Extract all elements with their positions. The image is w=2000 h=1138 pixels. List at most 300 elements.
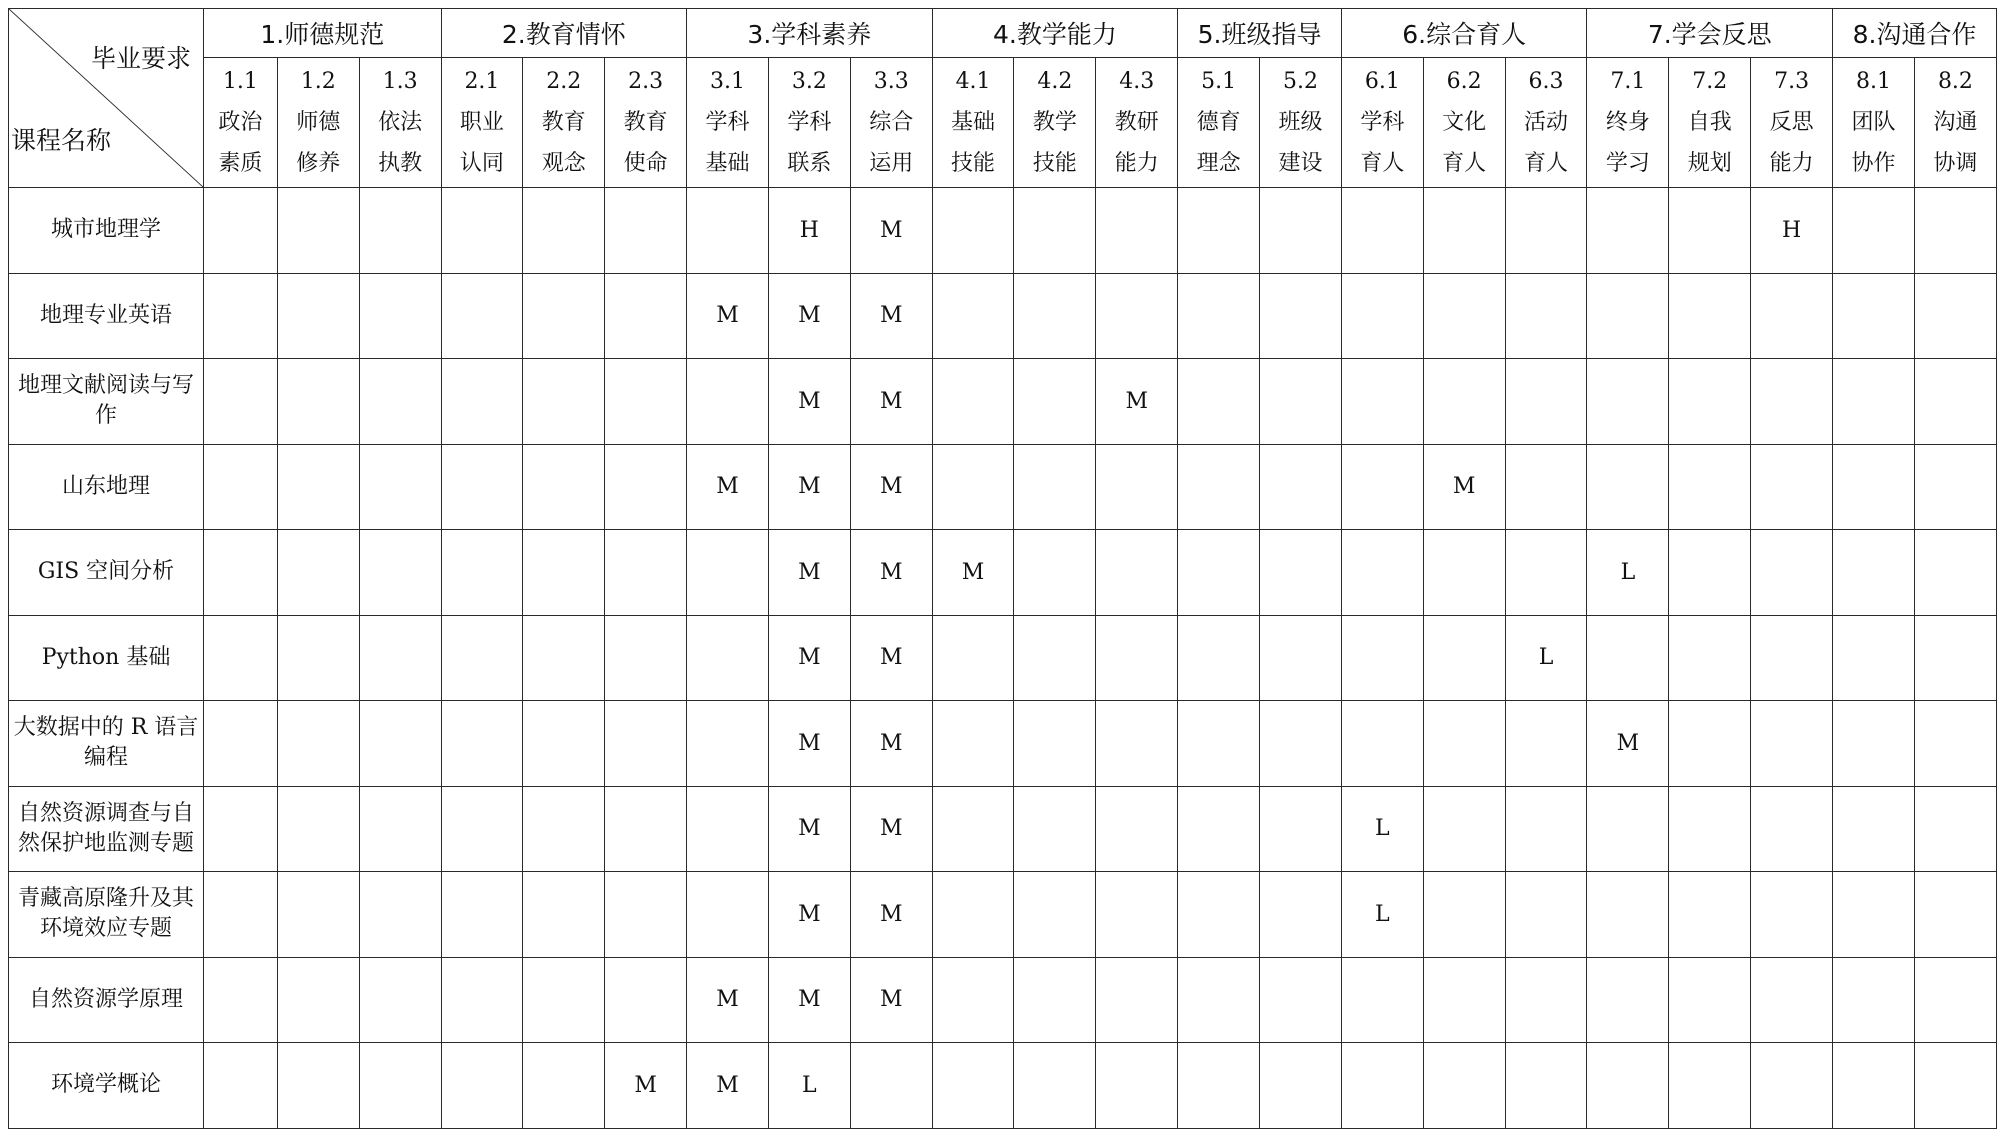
support-level-cell (441, 701, 523, 787)
support-level-cell (1014, 530, 1096, 616)
sub-header-b: 素质 (218, 151, 263, 176)
sub-header-b: 使命 (623, 151, 668, 176)
support-level-cell (1341, 615, 1423, 701)
support-level-cell (1914, 957, 1996, 1043)
sub-header-7-1 (1587, 58, 1669, 188)
sub-header-num: 3.2 (791, 69, 827, 94)
support-level-cell (204, 957, 278, 1043)
sub-header-4-2 (1014, 58, 1096, 188)
table-row (9, 1043, 1997, 1129)
corner-header-cell (9, 9, 204, 188)
support-level-cell (204, 188, 278, 274)
support-level-cell: M (687, 957, 769, 1043)
support-level-cell (277, 701, 359, 787)
support-level-cell (1669, 273, 1751, 359)
support-level-cell (1260, 273, 1342, 359)
support-level-cell (1833, 701, 1915, 787)
support-level-cell (687, 786, 769, 872)
support-level-cell (359, 359, 441, 445)
table-row (9, 444, 1997, 530)
sub-header-2-3 (605, 58, 687, 188)
support-level-cell: M (768, 273, 850, 359)
support-level-cell: M (1423, 444, 1505, 530)
support-level-cell (932, 444, 1014, 530)
support-level-cell (605, 957, 687, 1043)
sub-header-num: 2.1 (464, 69, 500, 94)
support-level-cell (1341, 188, 1423, 274)
support-level-cell (1833, 444, 1915, 530)
support-level-cell: M (850, 701, 932, 787)
sub-header-a: 活动 (1524, 110, 1569, 135)
sub-header-3-1 (687, 58, 769, 188)
support-level-cell (1505, 188, 1587, 274)
support-level-cell (1096, 786, 1178, 872)
sub-header-b: 育人 (1524, 151, 1569, 176)
group-header-2: 2.教育情怀 (441, 9, 687, 58)
sub-header-a: 终身 (1605, 110, 1650, 135)
sub-header-a: 学科 (1360, 110, 1405, 135)
support-level-cell (1751, 957, 1833, 1043)
support-level-cell (359, 786, 441, 872)
support-level-cell (1833, 273, 1915, 359)
support-level-cell (1096, 957, 1178, 1043)
support-level-cell (1260, 530, 1342, 616)
support-level-cell (605, 786, 687, 872)
support-level-cell (1914, 359, 1996, 445)
support-level-cell (441, 530, 523, 616)
support-level-cell (1260, 786, 1342, 872)
sub-header-1-1 (204, 58, 278, 188)
support-level-cell (1914, 444, 1996, 530)
support-level-cell (1178, 188, 1260, 274)
support-level-cell (1341, 359, 1423, 445)
support-level-cell (1751, 701, 1833, 787)
support-level-cell (523, 188, 605, 274)
support-level-cell (1341, 1043, 1423, 1129)
support-level-cell (1751, 872, 1833, 958)
support-level-cell (523, 530, 605, 616)
support-level-cell (687, 359, 769, 445)
sub-header-b: 观念 (541, 151, 586, 176)
sub-header-a: 沟通 (1933, 110, 1978, 135)
support-level-cell (359, 872, 441, 958)
support-level-cell (1260, 957, 1342, 1043)
support-level-cell: M (850, 872, 932, 958)
support-level-cell (1505, 786, 1587, 872)
sub-header-a: 学科 (705, 110, 750, 135)
support-level-cell (932, 615, 1014, 701)
sub-header-num: 8.2 (1937, 69, 1973, 94)
sub-header-3-3 (850, 58, 932, 188)
support-level-cell (1096, 872, 1178, 958)
support-level-cell (1505, 444, 1587, 530)
support-level-cell (204, 273, 278, 359)
sub-header-num: 1.1 (222, 69, 258, 94)
sub-header-a: 职业 (459, 110, 504, 135)
support-level-cell: M (850, 359, 932, 445)
support-level-cell: M (687, 1043, 769, 1129)
support-level-cell (277, 1043, 359, 1129)
support-level-cell: M (768, 957, 850, 1043)
support-level-cell (1178, 444, 1260, 530)
support-level-cell (1096, 273, 1178, 359)
support-level-cell (1178, 530, 1260, 616)
sub-header-num: 8.1 (1855, 69, 1891, 94)
course-name-cell: 大数据中的 R 语言编程 (9, 701, 204, 787)
support-level-cell: M (850, 273, 932, 359)
sub-header-num: 1.2 (300, 69, 336, 94)
support-level-cell (441, 1043, 523, 1129)
support-level-cell (204, 359, 278, 445)
support-level-cell (605, 359, 687, 445)
support-level-cell (441, 273, 523, 359)
support-level-cell: M (850, 615, 932, 701)
support-level-cell (204, 530, 278, 616)
support-level-cell (687, 615, 769, 701)
sub-header-num: 3.1 (710, 69, 745, 94)
sub-header-a: 反思 (1769, 110, 1814, 135)
support-level-cell: L (768, 1043, 850, 1129)
support-level-cell (204, 701, 278, 787)
support-level-cell (1914, 701, 1996, 787)
support-level-cell (359, 273, 441, 359)
support-level-cell (1914, 530, 1996, 616)
support-level-cell (1260, 359, 1342, 445)
support-level-cell: M (768, 359, 850, 445)
sub-header-num: 6.2 (1446, 69, 1482, 94)
group-header-1: 1.师德规范 (204, 9, 441, 58)
support-level-cell: H (1751, 188, 1833, 274)
support-level-cell (1833, 359, 1915, 445)
support-level-cell (1505, 530, 1587, 616)
support-level-cell (1341, 957, 1423, 1043)
sub-header-b: 育人 (1442, 151, 1487, 176)
support-level-cell (1096, 188, 1178, 274)
support-level-cell (605, 872, 687, 958)
support-level-cell (441, 786, 523, 872)
sub-header-num: 3.3 (873, 69, 909, 94)
sub-header-num: 2.3 (628, 69, 664, 94)
support-level-cell: M (768, 444, 850, 530)
support-level-cell (1178, 273, 1260, 359)
group-header-7: 7.学会反思 (1587, 9, 1833, 58)
support-level-cell (1096, 530, 1178, 616)
support-level-cell (1178, 1043, 1260, 1129)
support-level-cell (1014, 786, 1096, 872)
support-level-cell (1423, 786, 1505, 872)
support-level-cell (523, 1043, 605, 1129)
sub-header-a: 德育 (1196, 110, 1241, 135)
support-level-cell (359, 1043, 441, 1129)
support-level-cell: L (1505, 615, 1587, 701)
support-level-cell (1833, 530, 1915, 616)
sub-header-5-2 (1260, 58, 1342, 188)
support-level-cell (1914, 1043, 1996, 1129)
support-level-cell (1096, 701, 1178, 787)
support-level-cell: M (850, 530, 932, 616)
table-row (9, 957, 1997, 1043)
sub-header-5-1 (1178, 58, 1260, 188)
table-row (9, 359, 1997, 445)
support-level-cell (1423, 359, 1505, 445)
support-level-cell (1587, 444, 1669, 530)
course-name-cell: GIS 空间分析 (9, 530, 204, 616)
support-level-cell (1833, 786, 1915, 872)
support-level-cell: M (768, 786, 850, 872)
sub-header-a: 政治 (218, 110, 263, 135)
sub-header-a: 文化 (1442, 110, 1487, 135)
support-level-cell (932, 957, 1014, 1043)
support-level-cell (441, 444, 523, 530)
support-level-cell (1751, 273, 1833, 359)
support-level-cell (1423, 530, 1505, 616)
support-level-cell (359, 444, 441, 530)
support-level-cell (1833, 1043, 1915, 1129)
support-level-cell (441, 957, 523, 1043)
table-row (9, 188, 1997, 274)
support-level-cell (1505, 957, 1587, 1043)
support-level-cell (359, 188, 441, 274)
sub-header-b: 学习 (1605, 151, 1650, 176)
support-level-cell (359, 957, 441, 1043)
support-level-cell (1587, 615, 1669, 701)
support-level-cell (687, 188, 769, 274)
support-level-cell (1505, 359, 1587, 445)
support-level-cell (204, 1043, 278, 1129)
support-level-cell (687, 530, 769, 616)
sub-header-a: 基础 (951, 110, 996, 135)
support-level-cell (605, 273, 687, 359)
support-level-cell (523, 872, 605, 958)
support-level-cell (932, 872, 1014, 958)
sub-header-b: 执教 (378, 151, 423, 176)
support-level-cell (1341, 273, 1423, 359)
sub-header-b: 理念 (1196, 151, 1241, 176)
support-level-cell: M (605, 1043, 687, 1129)
sub-header-a: 教育 (541, 110, 586, 135)
support-level-cell (1505, 273, 1587, 359)
support-level-cell: M (850, 786, 932, 872)
course-name-cell: 青藏高原隆升及其环境效应专题 (9, 872, 204, 958)
sub-header-b: 建设 (1278, 151, 1323, 176)
support-level-cell (1751, 786, 1833, 872)
support-level-cell (932, 359, 1014, 445)
support-level-cell (1669, 957, 1751, 1043)
support-level-cell (1914, 615, 1996, 701)
sub-header-b: 技能 (951, 151, 996, 176)
sub-header-b: 规划 (1687, 151, 1732, 176)
support-level-cell (1751, 530, 1833, 616)
support-level-cell (204, 615, 278, 701)
course-name-cell: 自然资源学原理 (9, 957, 204, 1043)
support-level-cell (1178, 359, 1260, 445)
sub-header-6-1 (1341, 58, 1423, 188)
sub-header-8-2 (1914, 58, 1996, 188)
sub-header-a: 团队 (1851, 110, 1896, 135)
support-level-cell (1587, 872, 1669, 958)
sub-header-a: 教学 (1032, 110, 1077, 135)
course-name-cell: Python 基础 (9, 615, 204, 701)
support-level-cell (1341, 444, 1423, 530)
support-level-cell (1669, 786, 1751, 872)
support-level-cell: M (768, 615, 850, 701)
sub-header-4-3 (1096, 58, 1178, 188)
support-level-cell (605, 701, 687, 787)
matrix-wrapper (8, 8, 1997, 1133)
support-level-cell (277, 273, 359, 359)
sub-header-1-3 (359, 58, 441, 188)
course-name-cell: 自然资源调查与自然保护地监测专题 (9, 786, 204, 872)
sub-header-7-2 (1669, 58, 1751, 188)
support-level-cell (1014, 273, 1096, 359)
support-level-cell (605, 615, 687, 701)
support-level-cell (1587, 1043, 1669, 1129)
course-name-cell: 山东地理 (9, 444, 204, 530)
support-level-cell (1096, 1043, 1178, 1129)
group-header-3: 3.学科素养 (687, 9, 933, 58)
sub-header-num: 4.2 (1037, 69, 1073, 94)
table-row (9, 273, 1997, 359)
support-level-cell (1833, 615, 1915, 701)
group-header-row (9, 9, 1997, 58)
table-row (9, 615, 1997, 701)
group-header-4: 4.教学能力 (932, 9, 1178, 58)
support-level-cell (1669, 872, 1751, 958)
support-level-cell (932, 1043, 1014, 1129)
table-row (9, 872, 1997, 958)
sub-header-num: 5.1 (1201, 69, 1237, 94)
sub-header-num: 1.3 (382, 69, 418, 94)
sub-header-a: 班级 (1278, 110, 1323, 135)
support-level-cell (277, 615, 359, 701)
sub-header-num: 6.3 (1528, 69, 1564, 94)
graduation-requirement-label: 毕业要求 (91, 44, 192, 73)
sub-header-b: 修养 (296, 151, 341, 176)
support-level-cell (1587, 957, 1669, 1043)
support-level-cell (1587, 188, 1669, 274)
course-name-cell: 环境学概论 (9, 1043, 204, 1129)
support-level-cell (932, 701, 1014, 787)
support-level-cell (932, 273, 1014, 359)
support-level-cell (1914, 786, 1996, 872)
support-level-cell (1669, 615, 1751, 701)
sub-header-num: 5.2 (1282, 69, 1318, 94)
support-level-cell: H (768, 188, 850, 274)
sub-header-2-2 (523, 58, 605, 188)
support-level-cell (1751, 359, 1833, 445)
support-level-cell (1914, 273, 1996, 359)
sub-header-7-3 (1751, 58, 1833, 188)
support-level-cell (1260, 188, 1342, 274)
sub-header-b: 基础 (705, 151, 750, 176)
support-level-cell (1014, 701, 1096, 787)
support-level-cell (1341, 701, 1423, 787)
sub-header-b: 育人 (1360, 151, 1405, 176)
support-level-cell (277, 786, 359, 872)
support-level-cell (1751, 615, 1833, 701)
support-level-cell (1178, 957, 1260, 1043)
support-level-cell (1914, 188, 1996, 274)
support-level-cell: L (1341, 872, 1423, 958)
sub-header-num: 4.3 (1119, 69, 1155, 94)
support-level-cell (1505, 1043, 1587, 1129)
support-level-cell (1505, 701, 1587, 787)
support-level-cell (359, 615, 441, 701)
support-level-cell (277, 444, 359, 530)
group-header-8: 8.沟通合作 (1833, 9, 1997, 58)
support-level-cell (1014, 359, 1096, 445)
group-header-5: 5.班级指导 (1178, 9, 1342, 58)
support-level-cell (1341, 530, 1423, 616)
course-name-cell: 地理文献阅读与写作 (9, 359, 204, 445)
sub-header-3-2 (768, 58, 850, 188)
support-level-cell (850, 1043, 932, 1129)
sub-header-a: 教育 (623, 110, 668, 135)
support-level-cell (1751, 1043, 1833, 1129)
support-level-cell (277, 359, 359, 445)
sub-header-a: 综合 (869, 110, 914, 135)
support-level-cell (204, 444, 278, 530)
support-level-cell (441, 615, 523, 701)
support-level-cell (1178, 701, 1260, 787)
support-level-cell (1423, 615, 1505, 701)
sub-header-num: 7.3 (1774, 69, 1810, 94)
sub-header-8-1 (1833, 58, 1915, 188)
support-level-cell (1587, 273, 1669, 359)
curriculum-requirement-matrix (8, 8, 1997, 1129)
support-level-cell (1014, 872, 1096, 958)
sub-header-a: 教研 (1114, 110, 1159, 135)
support-level-cell (1014, 615, 1096, 701)
support-level-cell: M (932, 530, 1014, 616)
support-level-cell (605, 530, 687, 616)
sub-requirement-header-row (9, 58, 1997, 188)
table-row (9, 701, 1997, 787)
support-level-cell (523, 615, 605, 701)
sub-header-num: 2.2 (546, 69, 582, 94)
sub-header-b: 技能 (1032, 151, 1077, 176)
group-header-6: 6.综合育人 (1341, 9, 1587, 58)
course-name-cell: 城市地理学 (9, 188, 204, 274)
support-level-cell (1096, 444, 1178, 530)
sub-header-1-2 (277, 58, 359, 188)
support-level-cell (359, 530, 441, 616)
table-row (9, 786, 1997, 872)
support-level-cell (1423, 957, 1505, 1043)
support-level-cell (523, 701, 605, 787)
support-level-cell (1260, 1043, 1342, 1129)
course-rows (9, 188, 1997, 1129)
support-level-cell (1423, 701, 1505, 787)
support-level-cell: M (850, 957, 932, 1043)
support-level-cell: M (850, 444, 932, 530)
support-level-cell: M (768, 872, 850, 958)
support-level-cell (523, 957, 605, 1043)
sub-header-b: 联系 (787, 151, 832, 176)
support-level-cell (1751, 444, 1833, 530)
support-level-cell: M (687, 273, 769, 359)
support-level-cell: M (1587, 701, 1669, 787)
support-level-cell (687, 701, 769, 787)
support-level-cell: M (768, 701, 850, 787)
support-level-cell (1178, 786, 1260, 872)
support-level-cell (1669, 1043, 1751, 1129)
support-level-cell (1914, 872, 1996, 958)
corner-diagonal-line (9, 9, 203, 187)
support-level-cell (932, 786, 1014, 872)
support-level-cell: M (850, 188, 932, 274)
support-level-cell (1423, 1043, 1505, 1129)
